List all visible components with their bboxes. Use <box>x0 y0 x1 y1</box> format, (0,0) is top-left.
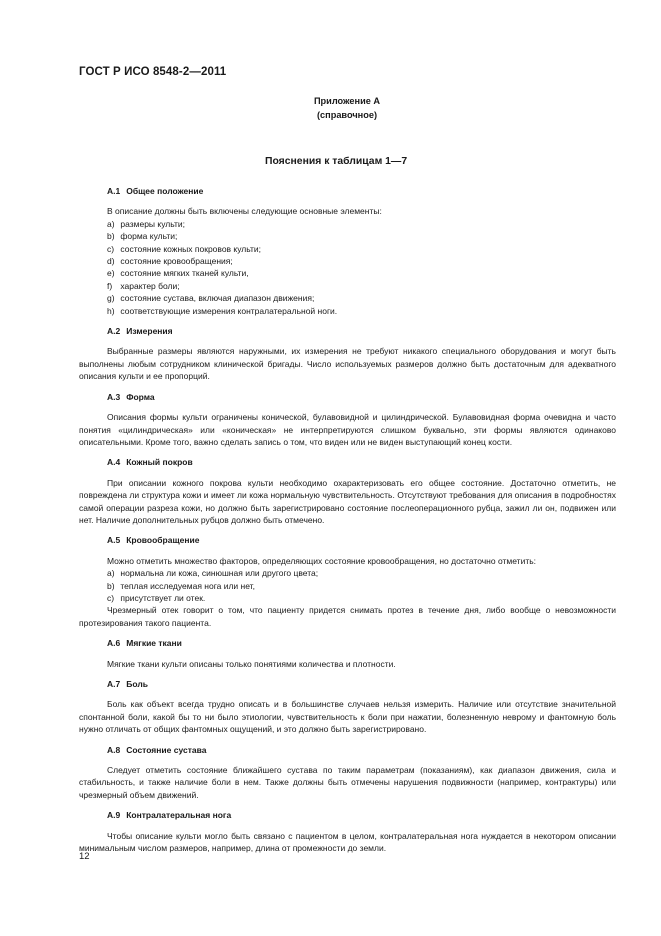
list-item: h) соответствующие измерения контралатеральной ноги. <box>107 305 338 316</box>
a5-list <box>79 567 616 604</box>
list-item: b) теплая исследуемая нога или нет, <box>107 580 255 591</box>
heading-a1: А.1 Общее положение <box>107 186 204 196</box>
list-item: c) присутствует ли отек. <box>107 592 206 603</box>
annex-subtitle: (справочное) <box>316 110 377 120</box>
heading-a2: А.2 Измерения <box>107 326 173 337</box>
document-code: ГОСТ Р ИСО 8548-2—2011 <box>79 66 227 78</box>
list-item: a) нормальна ли кожа, синюшная или другого цвета; <box>107 568 319 579</box>
list-item: f) характер боли; <box>107 280 180 291</box>
list-item: d) состояние кровообращения; <box>107 256 233 267</box>
list-item: a) размеры культи; <box>107 218 186 229</box>
a8-paragraph: Следует отметить состояние ближайшего сустава по таким параметрам (показаниям), как диапазон движения, сила и стабильность, и также наличие боли в нем. Также должны быть отмечены нарушения подвижности (например, контрактуры) или чрезмерный объем движений. <box>79 765 616 800</box>
annex-title: Приложение А <box>313 96 381 106</box>
heading-a4: А.4 Кожный покров <box>107 457 193 468</box>
heading-a9: А.9 Контралатеральная нога <box>107 810 232 821</box>
list-item: e) состояние мягких тканей культи, <box>107 268 249 279</box>
list-item: c) состояние кожных покровов культи; <box>107 243 262 254</box>
list-item: g) состояние сустава, включая диапазон движения; <box>107 293 315 304</box>
a7-paragraph: Боль как объект всегда трудно описать и в большинстве случаев нельзя измерить. Наличие или отсутствие значительной спонтанной боли, какой бы то ни было этиологии, чувствительность к боли при нажатии, болезненную неврому и фантомную боль нужно отличать от общих фантомных ощущений, и это должно быть зарегистрировано. <box>79 699 616 735</box>
content <box>79 185 616 862</box>
a1-intro: В описание должны быть включены следующие основные элементы: <box>107 206 382 217</box>
heading-a6: А.6 Мягкие ткани <box>107 638 182 649</box>
a1-list <box>79 218 616 317</box>
a5-paragraph: Чрезмерный отек говорит о том, что пациенту придется снимать протез в течение дня, либо вообще о невозможности протезирования такого пациента. <box>79 605 616 628</box>
heading-a3: А.3 Форма <box>107 391 155 402</box>
a4-paragraph: При описании кожного покрова культи необходимо охарактеризовать его общее состояние. Достаточно отметить, не повреждена ли структура кожи и имеет ли кожа нормальную чувствительность. Отсутствуют требования для описания в подробностях самой операции разреза кожи, но должно быть зарегистрировано состояние послеоперационного рубца, зажил ли он, подвижен или нет. Наличие дополнительных рубцов должно быть отмечено. <box>79 477 616 525</box>
a2-paragraph: Выбранные размеры являются наружными, их измерения не требуют никакого специального оборудования и могут быть выполнены любым сотрудником клинической бригады. Число используемых размеров должно быть достаточным для адекватного описания культи и ее пропорций. <box>79 346 616 382</box>
page-number: 12 <box>79 851 90 862</box>
a9-paragraph: Чтобы описание культи могло быть связано с пациентом в целом, контралатеральная нога нуждается в некотором описании минимальным числом размеров, например, длина от промежности до земли. <box>79 830 616 854</box>
annex-block <box>289 94 405 122</box>
list-item: b) форма культи; <box>107 231 178 242</box>
a6-paragraph: Мягкие ткани культи описаны только понятиями количества и плотности. <box>107 658 396 669</box>
a5-intro: Можно отметить множество факторов, определяющих состояние кровообращения, но достаточно отметить: <box>107 555 537 566</box>
a3-paragraph: Описания формы культи ограничены конической, булавовидной и цилиндрической. Булавовидная форма очевидна и часто понятия «цилиндрическая» или «коническая» не интерпретируются слишком буквально, эти формы являются одинаково описательными. Кроме того, важно сделать запись о том, что виден или не виден выступающий конец кости. <box>79 412 616 447</box>
section-title: Пояснения к таблицам 1—7 <box>265 156 408 167</box>
heading-a5: А.5 Кровообращение <box>107 535 200 546</box>
heading-a7: А.7 Боль <box>107 679 148 689</box>
heading-a8: А.8 Состояние сустава <box>107 744 207 755</box>
